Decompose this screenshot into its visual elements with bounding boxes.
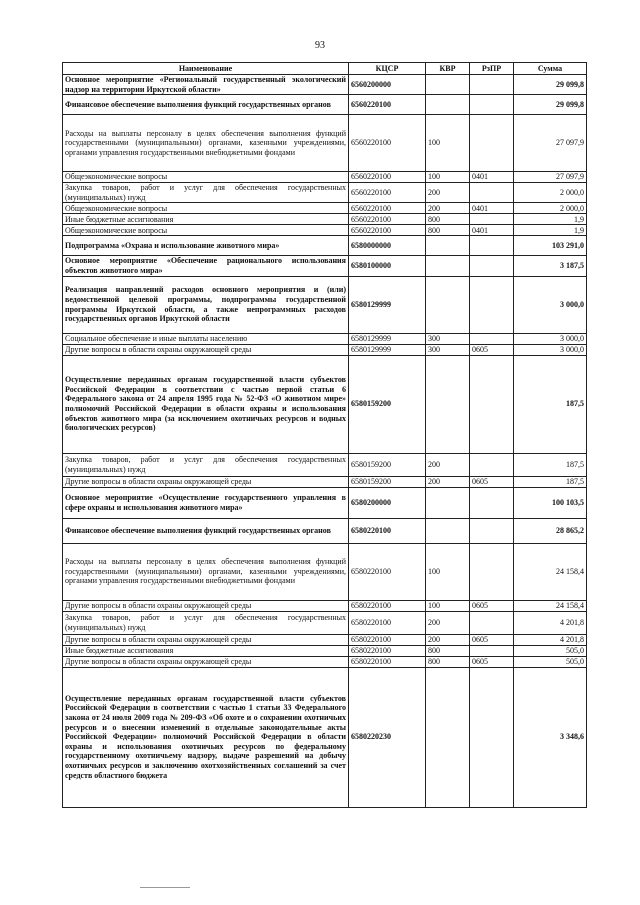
cell-sum: 1,9 (514, 225, 587, 236)
cell-rzpr (470, 333, 514, 344)
cell-kcsr: 6580220100 (349, 543, 426, 600)
table-row (63, 543, 587, 600)
table-header-row (63, 63, 587, 75)
cell-kcsr: 6560220100 (349, 172, 426, 183)
header-sum: Сумма (514, 63, 587, 75)
cell-sum: 29 099,8 (514, 75, 587, 95)
cell-name: Осуществление переданных органам государственной власти субъектов Российской Федерации в соответствии с частью 1 статьи 33 Федерального закона от 24 июля 2009 года № 209-ФЗ «Об охоте и о сохранении охотничьих ресурсов и о внесении изменений в отдельные законодательные акты Российской Федерации» полномочий Российской Федерации в области охраны и использования охотничьих ресурсов по федеральному государственному охотничьему надзору, выдаче разрешений на добычу охотничьих ресурсов и заключению охотхозяйственных соглашений за счет средств областного бюджета (63, 667, 349, 807)
cell-rzpr (470, 355, 514, 453)
cell-sum: 24 158,4 (514, 543, 587, 600)
cell-name: Общеэкономические вопросы (63, 225, 349, 236)
table-row (63, 645, 587, 656)
table-row (63, 236, 587, 256)
cell-name: Закупка товаров, работ и услуг для обеспечения государственных (муниципальных) нужд (63, 611, 349, 634)
cell-kcsr: 6580159200 (349, 476, 426, 487)
cell-kcsr: 6560220100 (349, 95, 426, 115)
cell-rzpr: 0401 (470, 225, 514, 236)
cell-sum: 3 000,0 (514, 276, 587, 333)
cell-name: Основное мероприятие «Осуществление государственного управления в сфере охраны и использования животного мира» (63, 487, 349, 518)
footer-line (140, 887, 190, 888)
cell-sum: 187,5 (514, 453, 587, 476)
cell-kcsr: 6580220100 (349, 600, 426, 611)
cell-sum: 3 000,0 (514, 333, 587, 344)
cell-rzpr (470, 611, 514, 634)
cell-kvr (426, 487, 470, 518)
table-row (63, 518, 587, 543)
cell-kcsr: 6560200000 (349, 75, 426, 95)
cell-kvr (426, 95, 470, 115)
cell-kvr (426, 256, 470, 276)
cell-sum: 24 158,4 (514, 600, 587, 611)
cell-sum: 4 201,8 (514, 611, 587, 634)
cell-kcsr: 6580129999 (349, 344, 426, 355)
cell-kvr: 200 (426, 611, 470, 634)
table-row (63, 656, 587, 667)
cell-kcsr: 6580100000 (349, 256, 426, 276)
table-row (63, 183, 587, 203)
cell-rzpr: 0605 (470, 344, 514, 355)
cell-kcsr: 6580129999 (349, 276, 426, 333)
table-row (63, 203, 587, 214)
table-row (63, 115, 587, 172)
cell-rzpr: 0401 (470, 172, 514, 183)
cell-sum: 2 000,0 (514, 183, 587, 203)
header-kvr: КВР (426, 63, 470, 75)
cell-kcsr: 6580220100 (349, 611, 426, 634)
cell-kvr: 300 (426, 344, 470, 355)
cell-name: Иные бюджетные ассигнования (63, 645, 349, 656)
cell-rzpr (470, 183, 514, 203)
cell-rzpr (470, 645, 514, 656)
cell-name: Основное мероприятие «Региональный государственный экологический надзор на территории Иркутской области» (63, 75, 349, 95)
cell-name: Другие вопросы в области охраны окружающей среды (63, 476, 349, 487)
cell-name: Другие вопросы в области охраны окружающей среды (63, 656, 349, 667)
cell-kvr: 800 (426, 225, 470, 236)
cell-sum: 27 097,9 (514, 172, 587, 183)
cell-rzpr: 0605 (470, 600, 514, 611)
cell-name: Общеэкономические вопросы (63, 203, 349, 214)
cell-kcsr: 6580220100 (349, 645, 426, 656)
cell-name: Финансовое обеспечение выполнения функций государственных органов (63, 95, 349, 115)
cell-kvr: 100 (426, 115, 470, 172)
cell-name: Основное мероприятие «Обеспечение рационального использования объектов животного мира» (63, 256, 349, 276)
cell-name: Осуществление переданных органам государственной власти субъектов Российской Федерации в соответствии с частью первой статьи 6 Федерального закона от 24 апреля 1995 года № 52-ФЗ «О животном мире» полномочий Российской Федерации в области охраны и использования объектов животного мира (за исключением охотничьих ресурсов и водных биологических ресурсов) (63, 355, 349, 453)
cell-name: Другие вопросы в области охраны окружающей среды (63, 344, 349, 355)
table-row (63, 476, 587, 487)
cell-kcsr: 6560220100 (349, 225, 426, 236)
table-row (63, 600, 587, 611)
cell-kvr (426, 518, 470, 543)
cell-kcsr: 6580159200 (349, 355, 426, 453)
cell-rzpr (470, 518, 514, 543)
table-body (63, 75, 587, 808)
cell-kvr: 200 (426, 203, 470, 214)
cell-sum: 3 187,5 (514, 256, 587, 276)
cell-rzpr (470, 236, 514, 256)
cell-kvr: 100 (426, 600, 470, 611)
header-kcsr: КЦСР (349, 63, 426, 75)
cell-sum: 187,5 (514, 355, 587, 453)
cell-rzpr: 0605 (470, 634, 514, 645)
cell-rzpr (470, 453, 514, 476)
cell-kvr: 100 (426, 543, 470, 600)
cell-rzpr (470, 95, 514, 115)
cell-kvr: 300 (426, 333, 470, 344)
cell-rzpr (470, 487, 514, 518)
cell-name: Иные бюджетные ассигнования (63, 214, 349, 225)
cell-rzpr (470, 115, 514, 172)
cell-kvr: 200 (426, 453, 470, 476)
cell-rzpr: 0605 (470, 476, 514, 487)
cell-kcsr: 6580220100 (349, 634, 426, 645)
table-row (63, 487, 587, 518)
cell-kcsr: 6580220100 (349, 518, 426, 543)
cell-kcsr: 6560220100 (349, 214, 426, 225)
cell-kvr (426, 355, 470, 453)
cell-name: Расходы на выплаты персоналу в целях обеспечения выполнения функций государственными (муниципальными) органами, казенными учреждениями, органами управления государственными внебюджетными фондами (63, 543, 349, 600)
cell-kvr: 100 (426, 172, 470, 183)
cell-kvr: 800 (426, 645, 470, 656)
cell-name: Другие вопросы в области охраны окружающей среды (63, 600, 349, 611)
cell-rzpr: 0401 (470, 203, 514, 214)
cell-kvr: 200 (426, 183, 470, 203)
cell-kvr: 800 (426, 214, 470, 225)
table-row (63, 453, 587, 476)
cell-sum: 187,5 (514, 476, 587, 487)
table-row (63, 172, 587, 183)
cell-kcsr: 6560220100 (349, 183, 426, 203)
cell-sum: 2 000,0 (514, 203, 587, 214)
cell-sum: 505,0 (514, 656, 587, 667)
table-row (63, 75, 587, 95)
cell-rzpr (470, 214, 514, 225)
cell-sum: 3 348,6 (514, 667, 587, 807)
cell-rzpr (470, 667, 514, 807)
cell-kvr: 800 (426, 656, 470, 667)
cell-name: Расходы на выплаты персоналу в целях обеспечения выполнения функций государственными (муниципальными) органами, казенными учреждениями, органами управления государственными внебюджетными фондами (63, 115, 349, 172)
cell-rzpr: 0605 (470, 656, 514, 667)
cell-name: Закупка товаров, работ и услуг для обеспечения государственных (муниципальных) нужд (63, 453, 349, 476)
table-row (63, 276, 587, 333)
table-row (63, 333, 587, 344)
cell-name: Другие вопросы в области охраны окружающей среды (63, 634, 349, 645)
cell-sum: 4 201,8 (514, 634, 587, 645)
header-name: Наименование (63, 63, 349, 75)
cell-kcsr: 6580200000 (349, 487, 426, 518)
cell-rzpr (470, 276, 514, 333)
table-row (63, 634, 587, 645)
cell-name: Подпрограмма «Охрана и использование животного мира» (63, 236, 349, 256)
cell-sum: 27 097,9 (514, 115, 587, 172)
cell-rzpr (470, 75, 514, 95)
cell-name: Закупка товаров, работ и услуг для обеспечения государственных (муниципальных) нужд (63, 183, 349, 203)
cell-sum: 100 103,5 (514, 487, 587, 518)
table-row (63, 667, 587, 807)
cell-kcsr: 6580159200 (349, 453, 426, 476)
cell-sum: 1,9 (514, 214, 587, 225)
table-row (63, 214, 587, 225)
cell-name: Общеэкономические вопросы (63, 172, 349, 183)
cell-sum: 28 865,2 (514, 518, 587, 543)
table-row (63, 225, 587, 236)
cell-kcsr: 6560220100 (349, 203, 426, 214)
cell-sum: 103 291,0 (514, 236, 587, 256)
cell-sum: 3 000,0 (514, 344, 587, 355)
table-row (63, 611, 587, 634)
header-rzpr: РзПР (470, 63, 514, 75)
cell-kvr: 200 (426, 476, 470, 487)
cell-kcsr: 6580000000 (349, 236, 426, 256)
cell-name: Социальное обеспечение и иные выплаты населению (63, 333, 349, 344)
cell-kvr (426, 667, 470, 807)
table-row (63, 355, 587, 453)
cell-name: Реализация направлений расходов основного мероприятия и (или) ведомственной целевой программы, подпрограммы государственной программы Иркутской области, а также непрограммных расходов государственных органов Иркутской области (63, 276, 349, 333)
cell-rzpr (470, 543, 514, 600)
page-number: 93 (315, 40, 325, 51)
cell-sum: 29 099,8 (514, 95, 587, 115)
table-row (63, 95, 587, 115)
cell-kvr (426, 276, 470, 333)
cell-kcsr: 6580220230 (349, 667, 426, 807)
cell-sum: 505,0 (514, 645, 587, 656)
cell-kcsr: 6560220100 (349, 115, 426, 172)
cell-kvr (426, 75, 470, 95)
cell-kcsr: 6580129999 (349, 333, 426, 344)
cell-rzpr (470, 256, 514, 276)
cell-kvr: 200 (426, 634, 470, 645)
table-row (63, 256, 587, 276)
table-row (63, 344, 587, 355)
cell-name: Финансовое обеспечение выполнения функций государственных органов (63, 518, 349, 543)
budget-table (62, 62, 587, 808)
cell-kcsr: 6580220100 (349, 656, 426, 667)
cell-kvr (426, 236, 470, 256)
